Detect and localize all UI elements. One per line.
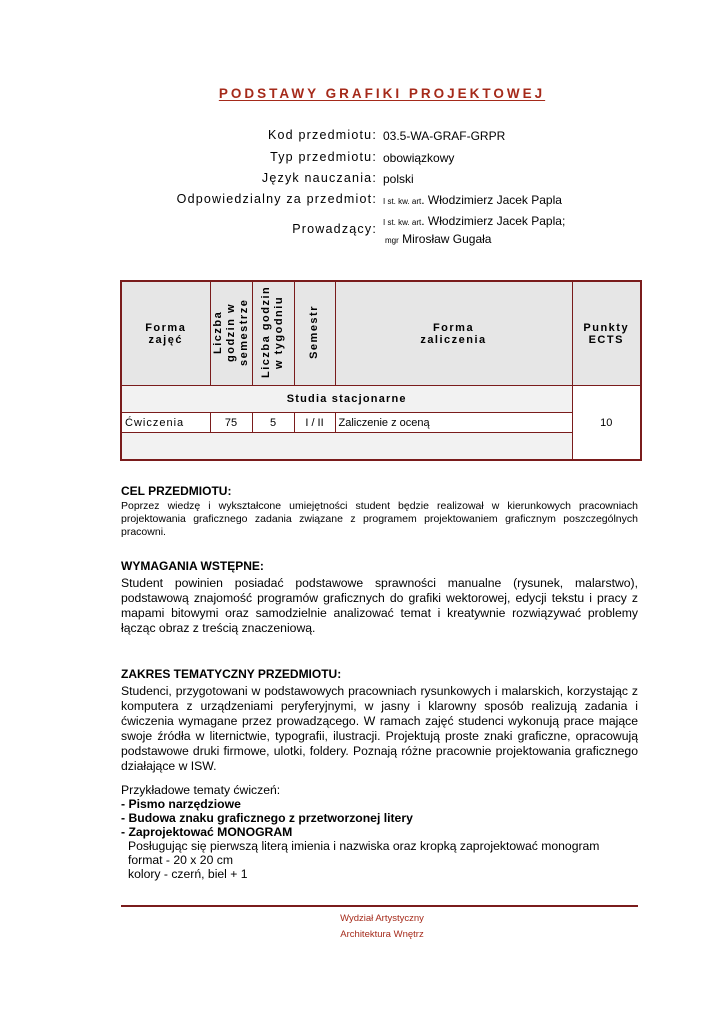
odp-value <box>383 193 562 207</box>
footer-divider <box>121 905 638 907</box>
header-punkty-ects: Punkty ECTS <box>572 281 641 386</box>
ects-table <box>120 280 642 461</box>
odp-label: Odpowiedzialny za przedmiot: <box>176 192 377 206</box>
jezyk-value: polski <box>383 172 414 186</box>
cel-text: Poprzez wiedzę i wykształcone umiejętności student będzie realizował w kierunkowych pracowniach projektowania graficznego zadania związane z programem projektowaniem graficznym poszczególnych pracowni. <box>121 500 638 538</box>
ects-value: 10 <box>572 386 641 461</box>
footer-line-2: Architektura Wnętrz <box>340 929 424 940</box>
prow-value-2 <box>385 232 491 246</box>
examples-heading: Przykładowe tematy ćwiczeń: <box>121 783 281 797</box>
odp-prefix: I st. kw. art <box>383 197 422 206</box>
header-liczba-tydzien: Liczba godzin w tygodniu <box>252 281 294 386</box>
prow1-prefix: I st. kw. art <box>383 218 422 227</box>
cel-heading: CEL PRZEDMIOTU: <box>121 484 232 498</box>
page-title: PODSTAWY GRAFIKI PROJEKTOWEJ <box>218 86 546 101</box>
cell-zaliczenie: Zaliczenie z oceną <box>335 413 572 433</box>
example-item-3: - Zaprojektować MONOGRAM <box>121 825 293 839</box>
wymagania-text: Student powinien posiadać podstawowe sprawności manualne (rysunek, malarstwo), podstawową znajomość programów graficznych do grafiki wektorowej, edycji tekstu i pracy z mapami bitowymi oraz samodzielnie analizować temat i kreatywnie rozwiązywać problemy łącząc obraz z treścią znaczeniową. <box>121 576 638 635</box>
header-forma-zajec: Forma zajęć <box>121 281 210 386</box>
cell-forma: Ćwiczenia <box>121 413 210 433</box>
wymagania-heading: WYMAGANIA WSTĘPNE: <box>121 559 264 573</box>
prow2-name: Mirosław Gugała <box>398 232 492 246</box>
header-semestr: Semestr <box>294 281 335 386</box>
empty-row <box>121 433 572 461</box>
prow1-name: . Włodzimierz Jacek Papla; <box>421 214 566 228</box>
table-row <box>121 413 641 433</box>
prow2-prefix: mgr <box>385 236 399 245</box>
example-detail-1: Posługując się pierwszą literą imienia i nazwiska oraz kropką zaprojektować monogram <box>128 839 600 853</box>
kod-value: 03.5-WA-GRAF-GRPR <box>383 129 506 143</box>
studia-stacjonarne: Studia stacjonarne <box>121 386 572 413</box>
cell-godz-tyg: 5 <box>252 413 294 433</box>
prow-label: Prowadzący: <box>292 222 377 236</box>
typ-label: Typ przedmiotu: <box>270 150 377 164</box>
header-forma-zaliczenia: Forma zaliczenia <box>335 281 572 386</box>
example-item-2: - Budowa znaku graficznego z przetworzonej litery <box>121 811 413 825</box>
typ-value: obowiązkowy <box>383 151 455 165</box>
zakres-heading: ZAKRES TEMATYCZNY PRZEDMIOTU: <box>121 667 342 681</box>
kod-label: Kod przedmiotu: <box>267 128 377 142</box>
header-liczba-semestr: Liczba godzin w semestrze <box>210 281 252 386</box>
zakres-text: Studenci, przygotowani w podstawowych pracowniach rysunkowych i malarskich, korzystając z komputera z urządzeniami peryferyjnymi, w jasny i klarowny sposób realizują zadania i ćwiczenia wymagane przez prowadzącego. W ramach zajęć studenci wykonują prace mające swoje źródła w liternictwie, typografii, ilustracji. Projektują proste znaki graficzne, opracowują podstawowe druki firmowe, ulotki, foldery. Poznają różne pracownie projektowania graficznego działające w ISW. <box>121 684 638 773</box>
example-detail-2: format - 20 x 20 cm <box>128 853 233 867</box>
cell-semestr: I / II <box>294 413 335 433</box>
odp-name: . Włodzimierz Jacek Papla <box>421 193 562 207</box>
jezyk-label: Język nauczania: <box>261 171 377 185</box>
example-detail-3: kolory - czerń, biel + 1 <box>128 867 248 881</box>
footer-line-1: Wydział Artystyczny <box>340 913 424 924</box>
cell-godz-sem: 75 <box>210 413 252 433</box>
example-item-1: - Pismo narzędziowe <box>121 797 241 811</box>
prow-value-1 <box>383 214 565 228</box>
